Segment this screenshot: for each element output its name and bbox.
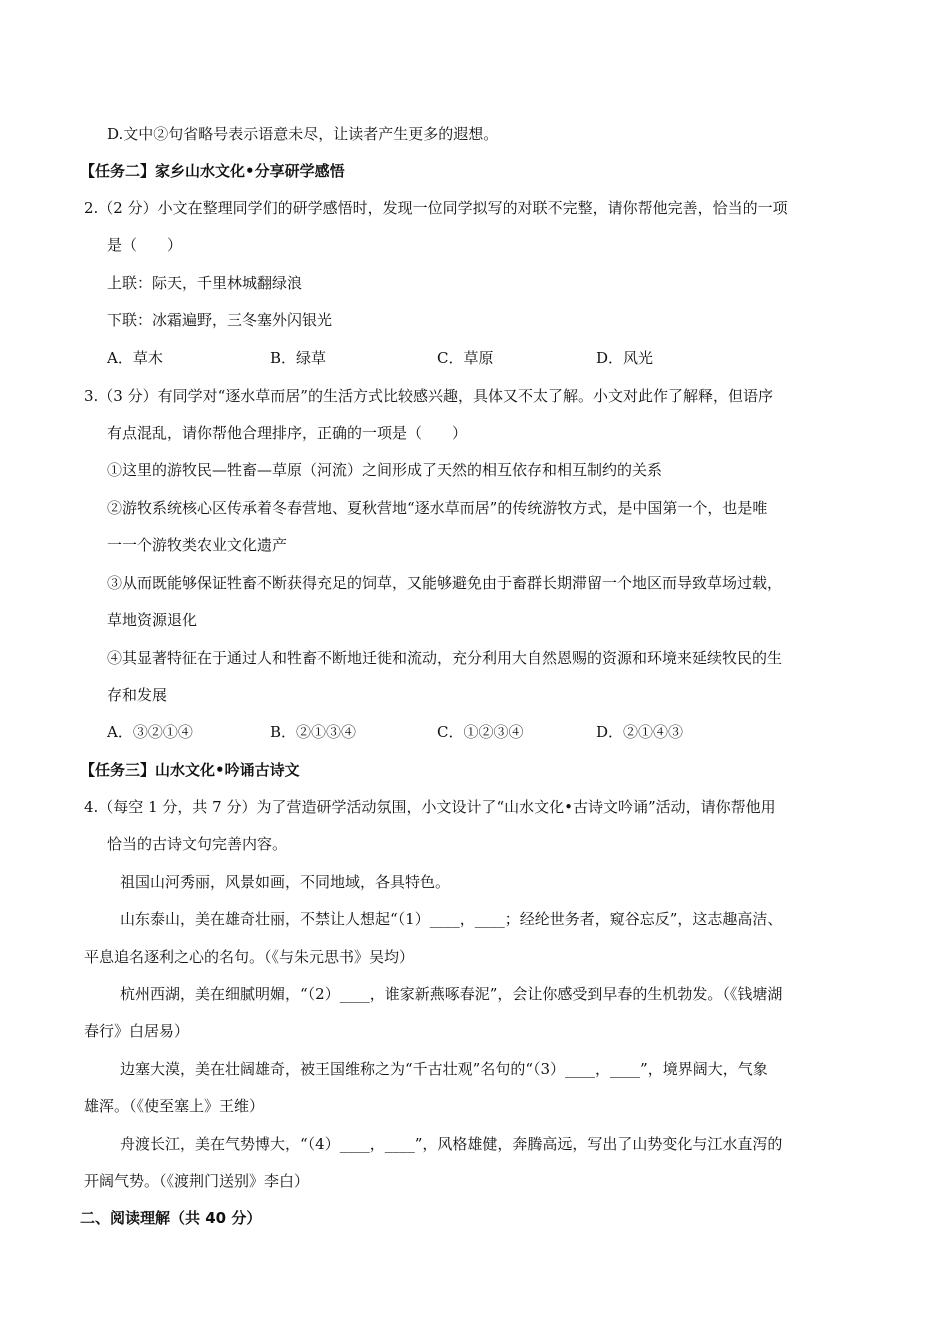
q2-upper-couplet: 上联：际天，千里林城翻绿浪 <box>107 274 303 292</box>
q3-sentence-2a: ②游牧系统核心区传承着冬春营地、夏秋营地“逐水草而居”的传统游牧方式，是中国第一个，也是唯 <box>107 499 768 517</box>
q4-taishan-line1: 山东泰山，美在雄奇壮丽，不禁让人想起“（1）____，____；经纶世务者，窥谷忘反”，这志趣高洁、 <box>120 910 783 928</box>
q4-desert-line2: 雄浑。（《使至塞上》王维） <box>84 1097 265 1115</box>
q4-stem-line2: 恰当的古诗文句完善内容。 <box>107 835 288 853</box>
q3-stem-line2: 有点混乱，请你帮他合理排序，正确的一项是（ ） <box>107 424 468 442</box>
q3-stem-line1: 3.（3 分）有同学对“逐水草而居”的生活方式比较感兴趣，具体又不太了解。小文对此作了解释，但语序 <box>84 387 773 405</box>
q2-option-c: C．草原 <box>437 349 494 367</box>
task3-heading: 【任务三】山水文化•吟诵古诗文 <box>80 761 300 779</box>
q4-xihu-line1: 杭州西湖，美在细腻明媚，“（2）____，谁家新燕啄春泥”，会让你感受到早春的生机勃发。（《钱塘湖 <box>120 985 783 1003</box>
q3-sentence-3b: 草地资源退化 <box>107 611 198 629</box>
q3-sentence-3a: ③从而既能够保证牲畜不断获得充足的饲草，又能够避免由于畜群长期滞留一个地区而导致草场过载， <box>107 574 783 592</box>
task2-heading: 【任务二】家乡山水文化•分享研学感悟 <box>80 162 345 180</box>
q4-taishan-line2: 平息追名逐利之心的名句。（《与朱元思书》吴均） <box>84 948 415 966</box>
q3-option-a: A．③②①④ <box>107 723 193 741</box>
q2-option-b: B．绿草 <box>270 349 327 367</box>
q4-xihu-line2: 春行》白居易） <box>84 1022 190 1040</box>
q4-intro: 祖国山河秀丽，风景如画，不同地域，各具特色。 <box>120 873 451 891</box>
q4-yangtze-line2: 开阔气势。（《渡荆门送别》李白） <box>84 1172 310 1190</box>
prev-option-d: D.文中②句省略号表示语意未尽，让读者产生更多的遐想。 <box>107 125 499 143</box>
q2-option-d: D．风光 <box>596 349 654 367</box>
q3-sentence-1: ①这里的游牧民—牲畜—草原（河流）之间形成了天然的相互依存和相互制约的关系 <box>107 461 663 479</box>
q2-lower-couplet: 下联：冰霜遍野，三冬塞外闪银光 <box>107 311 333 329</box>
section2-heading: 二、阅读理解（共 40 分） <box>80 1209 262 1227</box>
q3-option-c: C．①②③④ <box>437 723 524 741</box>
q4-desert-line1: 边塞大漠，美在壮阔雄奇，被王国维称之为“千古壮观”名句的“（3）____，____”，境界阔大，气象 <box>120 1060 768 1078</box>
q2-stem-line2: 是（ ） <box>107 236 183 254</box>
q2-option-a: A．草木 <box>107 349 163 367</box>
q3-option-d: D．②①④③ <box>596 723 684 741</box>
q2-stem-line1: 2.（2 分）小文在整理同学们的研学感悟时，发现一位同学拟写的对联不完整，请你帮他完善，恰当的一项 <box>84 199 788 217</box>
q3-sentence-2b: 一一个游牧类农业文化遗产 <box>107 536 288 554</box>
q4-yangtze-line1: 舟渡长江，美在气势博大，“（4）____，____”，风格雄健，奔腾高远，写出了山势变化与江水直泻的 <box>120 1135 783 1153</box>
q4-stem-line1: 4.（每空 1 分，共 7 分）为了营造研学活动氛围，小文设计了“山水文化•古诗文吟诵”活动，请你帮他用 <box>84 798 776 816</box>
q3-sentence-4b: 存和发展 <box>107 686 168 704</box>
q3-sentence-4a: ④其显著特征在于通过人和牲畜不断地迁徙和流动，充分利用大自然恩赐的资源和环境来延续牧民的生 <box>107 649 783 667</box>
q3-option-b: B．②①③④ <box>270 723 357 741</box>
